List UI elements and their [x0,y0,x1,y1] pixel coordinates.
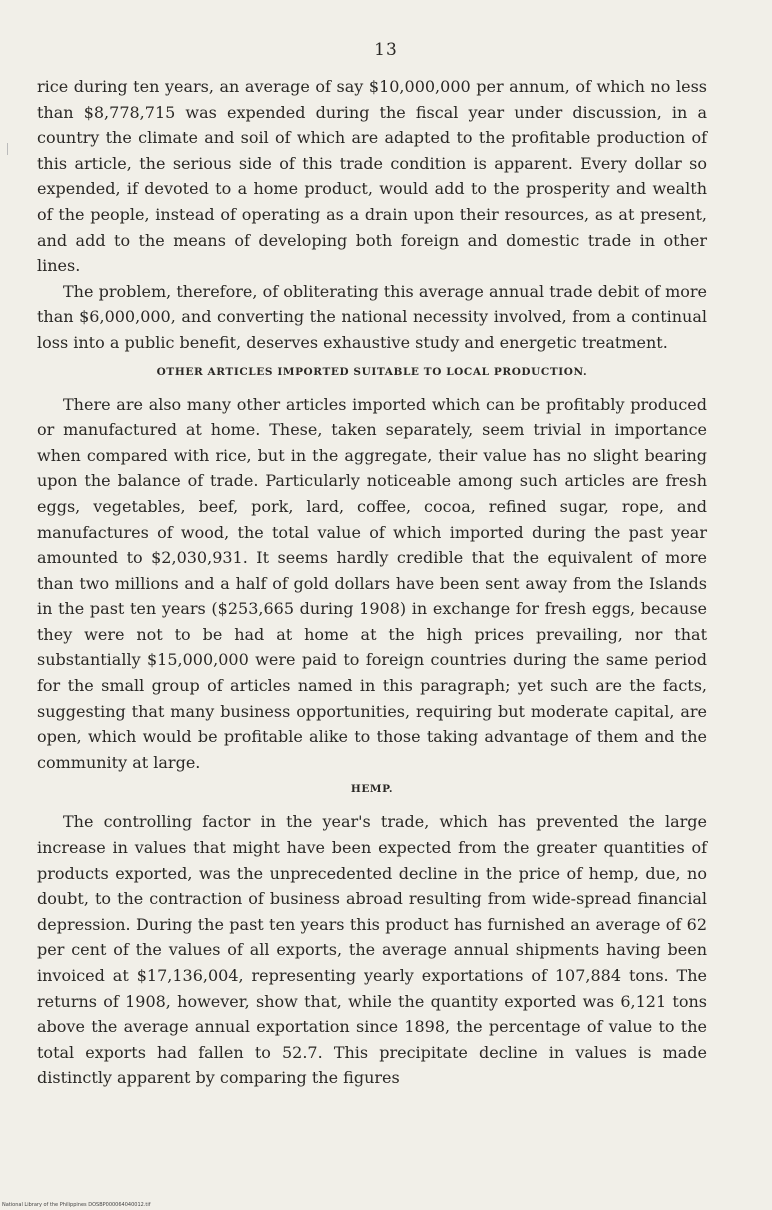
paragraph-rice-continued: rice during ten years, an average of say $10,000,000 per annum, of which no less than $8,778,715 was expended during the fiscal year under discussion, in a country the climate and soil of which are adapted to the profitable production of this article, the serious side of this trade condition is apparent. Every dollar so expended, if devoted to a home product, would add to the prosperity and wealth of the people, instead of operating as a drain upon their resources, as at present, and add to the means of developing both foreign and domestic trade in other lines. [37,77,707,276]
section-heading-other-articles: OTHER ARTICLES IMPORTED SUITABLE TO LOCAL PRODUCTION. [156,365,588,378]
margin-scan-mark [7,143,8,155]
page-number: 13 [374,40,398,60]
scan-attribution: National Library of the Philippines DOSBP000064040012.tif [2,1202,151,1208]
page-body [37,74,707,1091]
section-heading-hemp: HEMP. [350,783,394,796]
paragraph-other-articles: There are also many other articles imported which can be profitably produced or manufactured at home. These, taken separately, seem trivial in importance when compared with rice, but in the aggregate, their value has no slight bearing upon the balance of trade. Particularly noticeable among such articles are fresh eggs, vegetables, beef, pork, lard, coffee, cocoa, refined sugar, rope, and manufactures of wood, the total value of which imported during the past year amounted to $2,030,931. It seems hardly credible that the equivalent of more than two millions and a half of gold dollars have been sent away from the Islands in the past ten years ($253,665 during 1908) in exchange for fresh eggs, because they were not to be had at home at the high prices prevailing, nor that substantially $15,000,000 were paid to foreign countries during the same period for the small group of articles named in this paragraph; yet such are the facts, suggesting that many business opportunities, requiring but moderate capital, are open, which would be profitable alike to those taking advantage of them and the community at large. [37,394,707,772]
paragraph-trade-debit: The problem, therefore, of obliterating this average annual trade debit of more than $6,000,000, and converting the national necessity involved, from a continual loss into a public benefit, deserves exhaustive study and energetic treatment. [37,281,707,352]
paragraph-hemp: The controlling factor in the year's trade, which has prevented the large increase in values that might have been expected from the greater quantities of products exported, was the unprecedented decline in the price of hemp, due, no doubt, to the contraction of business abroad resulting from wide-spread financial depression. During the past ten years this product has furnished an average of 62 per cent of the values of all exports, the average annual shipments having been invoiced at $17,136,004, representing yearly exportations of 107,884 tons. The returns of 1908, however, show that, while the quantity exported was 6,121 tons above the average annual exportation since 1898, the percentage of value to the total exports had fallen to 52.7. This precipitate decline in values is made distinctly apparent by comparing the figures [37,812,707,1088]
